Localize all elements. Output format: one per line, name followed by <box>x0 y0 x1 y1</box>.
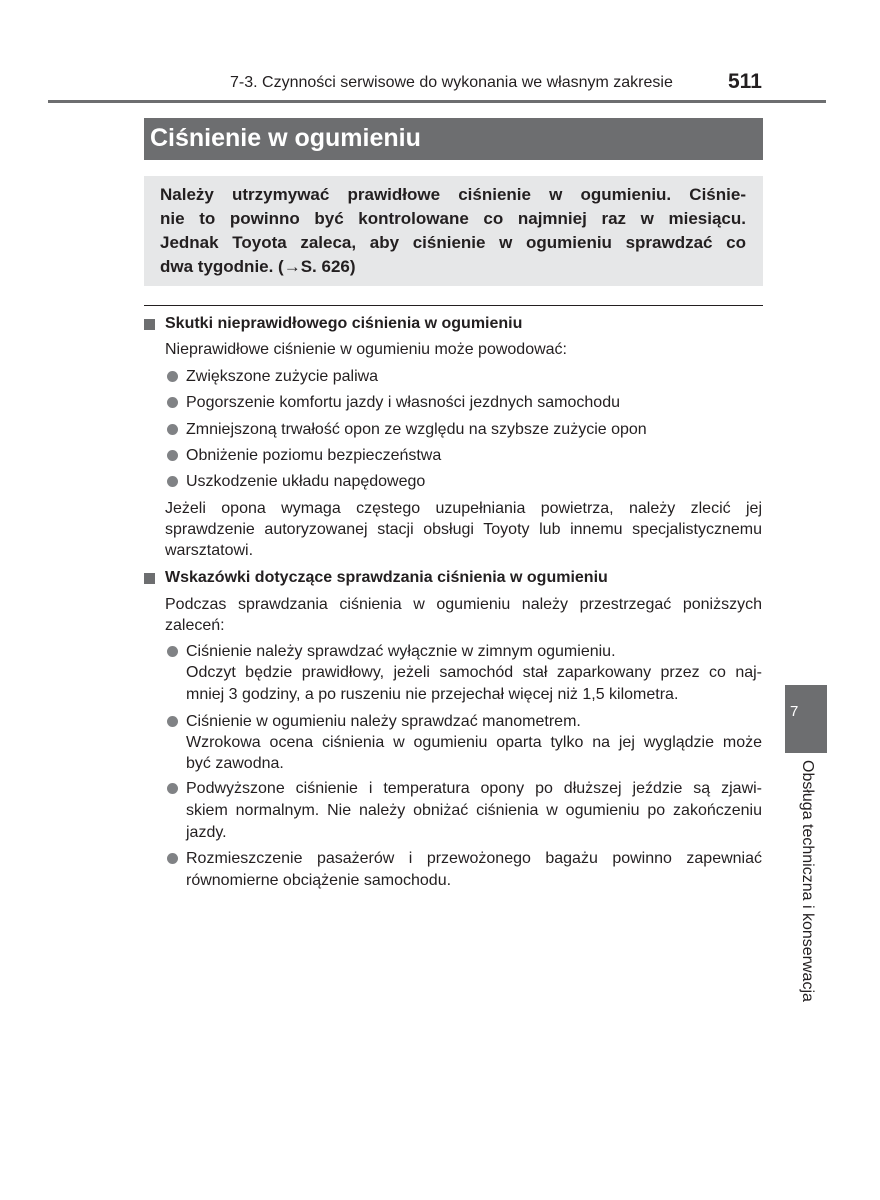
bullet-dot-icon <box>167 397 178 408</box>
square-bullet-icon <box>144 573 155 584</box>
chapter-label: Obsługa techniczna i konserwacja <box>799 760 816 1002</box>
bullet-dot-icon <box>167 450 178 461</box>
intro-line: Jednak Toyota zaleca, aby ciśnienie w ogumieniu sprawdzać co <box>160 233 746 252</box>
list-item-continuation: mniej 3 godziny, a po ruszeniu nie przejechał więcej niż 1,5 kilometra. <box>186 686 679 703</box>
list-item-continuation: Odczyt będzie prawidłowy, jeżeli samochód stał zaparkowany przez co naj- <box>186 664 762 681</box>
list-item: Ciśnienie w ogumieniu należy sprawdzać manometrem. <box>186 713 581 730</box>
list-item: Pogorszenie komfortu jazdy i własności jezdnych samochodu <box>186 394 620 411</box>
list-item-continuation: skiem normalnym. Nie należy obniżać ciśnienia w ogumieniu po zakończeniu <box>186 802 762 819</box>
list-item-continuation: Wzrokowa ocena ciśnienia w ogumieniu oparta tylko na jej wyglądzie może <box>186 734 762 751</box>
bullet-dot-icon <box>167 476 178 487</box>
note-line: Jeżeli opona wymaga częstego uzupełniania powietrza, należy zlecić jej <box>165 500 762 517</box>
intro-line: Należy utrzymywać prawidłowe ciśnienie w ogumieniu. Ciśnie- <box>160 185 746 204</box>
list-item-continuation: być zawodna. <box>186 755 284 772</box>
intro-box <box>144 176 763 286</box>
list-item-continuation: jazdy. <box>186 824 227 841</box>
bullet-dot-icon <box>167 424 178 435</box>
section-heading: Wskazówki dotyczące sprawdzania ciśnienia w ogumieniu <box>165 569 608 586</box>
bullet-dot-icon <box>167 853 178 864</box>
bullet-dot-icon <box>167 371 178 382</box>
list-item: Zmniejszoną trwałość opon ze względu na szybsze zużycie opon <box>186 421 647 438</box>
list-item: Podwyższone ciśnienie i temperatura opony po dłuższej jeździe są zjawi- <box>186 780 762 797</box>
intro-line: nie to powinno być kontrolowane co najmniej raz w miesiącu. <box>160 209 746 228</box>
list-item: Ciśnienie należy sprawdzać wyłącznie w zimnym ogumieniu. <box>186 643 616 660</box>
intro-line: dwa tygodnie. (→S. 626) <box>160 257 356 276</box>
note-line: warsztatowi. <box>165 542 254 559</box>
list-item: Rozmieszczenie pasażerów i przewożonego bagażu powinno zapewniać <box>186 850 762 867</box>
bullet-dot-icon <box>167 783 178 794</box>
section-heading: Skutki nieprawidłowego ciśnienia w ogumieniu <box>165 315 523 332</box>
square-bullet-icon <box>144 319 155 330</box>
note-line: sprawdzenie autoryzowanej stacji obsługi Toyoty lub innemu specjalistycznemu <box>165 521 762 538</box>
chapter-tab <box>785 685 827 753</box>
list-item-continuation: równomierne obciążenie samochodu. <box>186 872 452 889</box>
list-item: Obniżenie poziomu bezpieczeństwa <box>186 447 442 464</box>
page-title: Ciśnienie w ogumieniu <box>150 124 421 152</box>
running-header: 7-3. Czynności serwisowe do wykonania we własnym zakresie <box>230 74 673 91</box>
section-lead: Podczas sprawdzania ciśnienia w ogumieniu należy przestrzegać poniższych <box>165 596 762 613</box>
list-item: Uszkodzenie układu napędowego <box>186 473 426 490</box>
section-lead: Nieprawidłowe ciśnienie w ogumieniu może powodować: <box>165 341 567 358</box>
section-lead: zaleceń: <box>165 617 225 634</box>
page-number: 511 <box>728 70 762 93</box>
bullet-dot-icon <box>167 716 178 727</box>
list-item: Zwiększone zużycie paliwa <box>186 368 379 385</box>
bullet-dot-icon <box>167 646 178 657</box>
header-rule <box>48 100 826 103</box>
chapter-number: 7 <box>790 703 799 720</box>
section-divider <box>144 305 763 306</box>
title-bar <box>144 118 763 160</box>
